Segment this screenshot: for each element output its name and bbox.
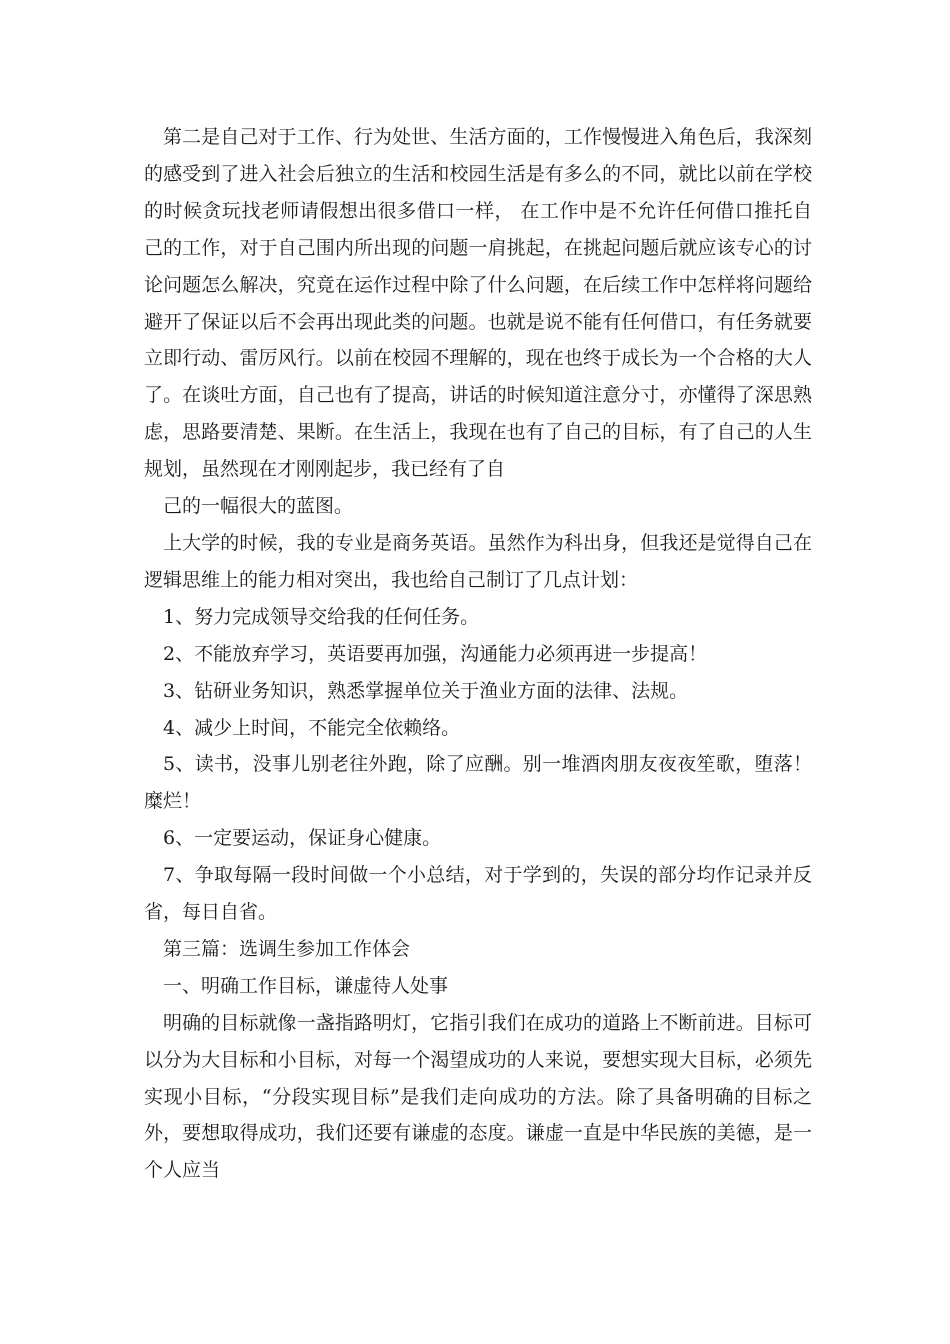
plan-item-4: 4、减少上时间，不能完全依赖络。 — [163, 716, 461, 739]
plan-item-3: 3、钻研业务知识，熟悉掌握单位关于渔业方面的法律、法规。 — [163, 679, 689, 702]
plan-item-5: 5、读书，没事儿别老往外跑，除了应酬。别一堆酒肉朋友夜夜笙歌，堕落！糜烂！ — [144, 753, 812, 813]
document-body — [144, 119, 812, 1189]
paragraph-blueprint: 己的一幅很大的蓝图。 — [163, 495, 354, 518]
paragraph-goals: 明确的目标就像一盏指路明灯，它指引我们在成功的道路上不断前进。目标可以分为大目标和小目标，对每一个渴望成功的人来说，要想实现大目标，必须先实现小目标，“分段实现目标”是我们走向成功的方法。除了具备明确的目标之外，要想取得成功，我们还要有谦虚的态度。谦虚一直是中华民族的美德，是一个人应当 — [144, 1011, 812, 1182]
plan-item-2: 2、不能放弃学习，英语要再加强，沟通能力必须再进一步提高！ — [163, 642, 708, 665]
plan-item-6: 6、一定要运动，保证身心健康。 — [163, 827, 442, 850]
plan-item-1: 1、努力完成领导交给我的任何任务。 — [163, 605, 480, 628]
paragraph-work-attitude: 第二是自己对于工作、行为处世、生活方面的，工作慢慢进入角色后，我深刻的感受到了进入社会后独立的生活和校园生活是有多么的不同，就比以前在学校的时候贪玩找老师请假想出很多借口一样， 在工作中是不允许任何借口推托自己的工作，对于自己围内所出现的问题一肩挑起，在挑起问题后就应该专心的讨论问题怎么解决，究竟在运作过程中除了什么问题，在后续工作中怎样将问题给避开了保证以后不会再出现此类的问题。也就是说不能有任何借口，有任务就要立即行动、雷厉风行。以前在校园不理解的，现在也终于成长为一个合格的大人了。在谈吐方面，自己也有了提高，讲话的时候知道注意分寸，亦懂得了深思熟虑，思路要清楚、果断。在生活上，我现在也有了自己的目标，有了自己的人生规划，虽然现在才刚刚起步，我已经有了自 — [144, 126, 812, 481]
plan-item-7: 7、争取每隔一段时间做一个小总结，对于学到的，失误的部分均作记录并反省，每日自省。 — [144, 864, 812, 924]
section-heading-goals: 一、明确工作目标，谦虚待人处事 — [163, 974, 449, 997]
paragraph-university: 上大学的时候，我的专业是商务英语。虽然作为科出身，但我还是觉得自己在逻辑思维上的能力相对突出，我也给自己制订了几点计划： — [144, 531, 812, 591]
section-title-part-three: 第三篇：选调生参加工作体会 — [163, 937, 411, 960]
